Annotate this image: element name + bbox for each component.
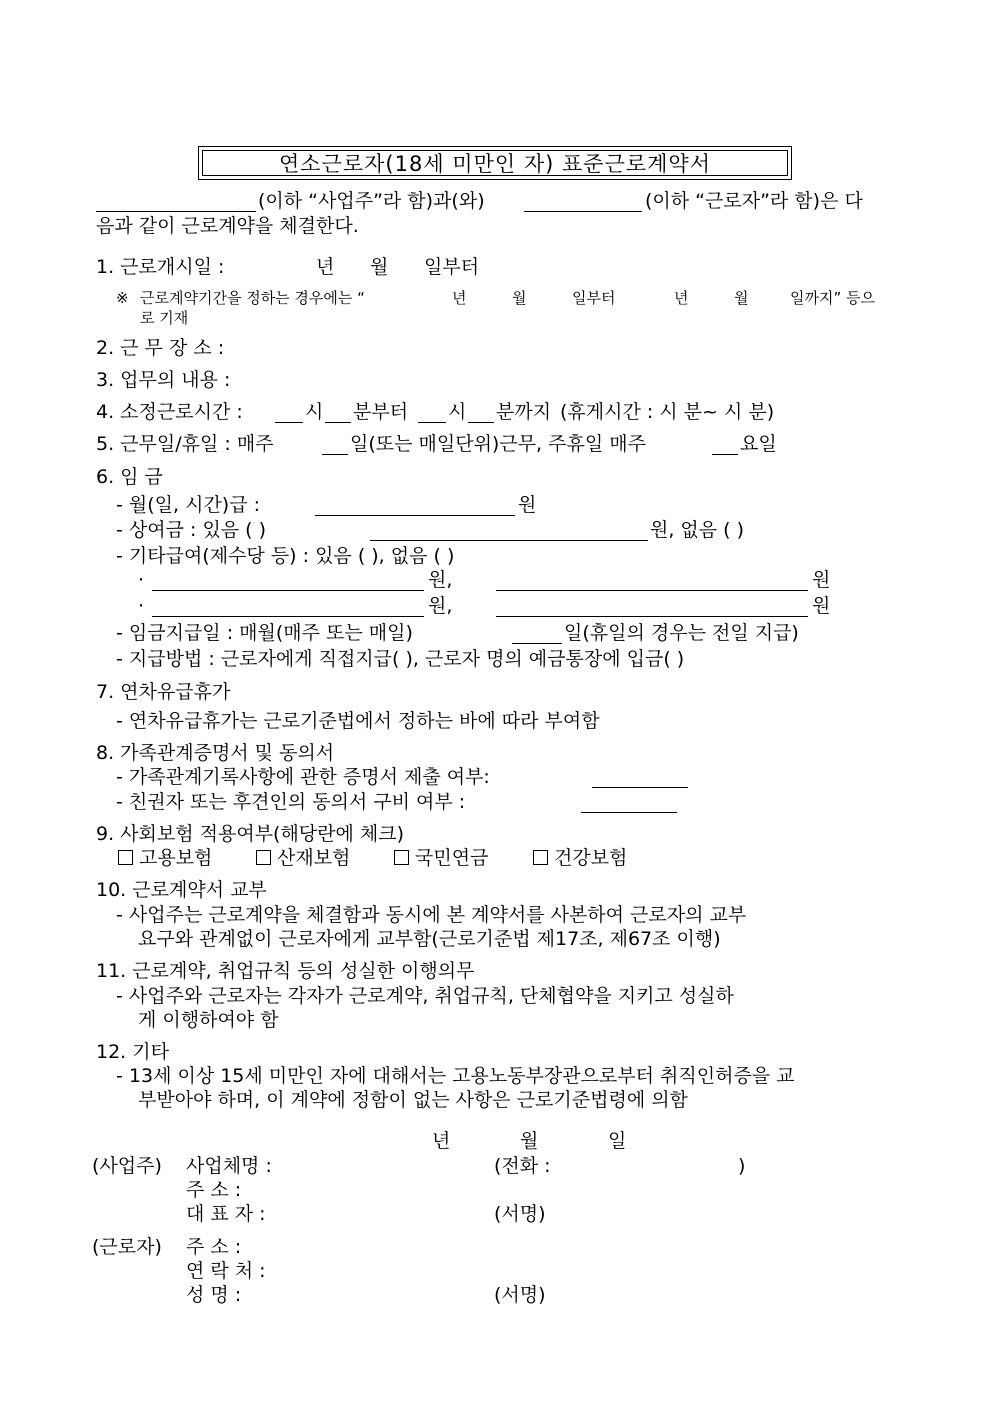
date-day: 일 — [608, 1130, 627, 1152]
s9-option-health[interactable]: 건강보험 — [533, 849, 627, 868]
s4-m1: 분부터 — [353, 401, 409, 423]
s4-label: 4. 소정근로시간 : — [96, 401, 243, 423]
employer-blank[interactable] — [96, 194, 256, 212]
checkbox-icon[interactable] — [533, 850, 548, 865]
worker-role: (근로자) — [92, 1236, 162, 1258]
s5-a: 일(또는 매일단위)근무, 주휴일 매주 — [350, 433, 646, 455]
s6-won1: 원 — [812, 569, 831, 591]
s5-b: 요일 — [740, 433, 777, 455]
s8-blank2[interactable] — [581, 795, 677, 813]
s10-line2: 요구와 관계없이 근로자에게 교부함(근로기준법 제17조, 제67조 이행) — [138, 928, 721, 950]
worker-sign: (서명) — [494, 1284, 546, 1306]
document-title: 연소근로자(18세 미만인 자) 표준근로계약서 — [202, 150, 788, 176]
s6-monthly-won: 원 — [518, 494, 537, 516]
s6-monthly: - 월(일, 시간)급 : — [116, 494, 261, 516]
checkbox-icon[interactable] — [256, 850, 271, 865]
s6-other-blank2a[interactable] — [152, 599, 424, 617]
s8-blank1[interactable] — [592, 770, 688, 788]
note-d2: 일까지” 등으 — [790, 289, 875, 307]
s11-label: 11. 근로계약, 취업규칙 등의 성실한 이행의무 — [96, 960, 475, 982]
note-line2: 로 기재 — [140, 309, 189, 327]
worker-addr-label: 주 소 : — [186, 1236, 242, 1258]
employer-sign: (서명) — [494, 1203, 546, 1225]
intro-worker-ref: (이하 “근로자”라 함)은 다 — [645, 190, 863, 212]
note-y2: 년 — [674, 289, 689, 307]
s6-payday-blank[interactable] — [512, 626, 562, 644]
s4-hour2-blank[interactable] — [418, 405, 446, 423]
s11-line1: - 사업주와 근로자는 각자가 근로계약, 취업규칙, 단체협약을 지키고 성실하 — [116, 985, 734, 1007]
s6-other-blank2b[interactable] — [496, 599, 808, 617]
note-m2: 월 — [734, 289, 749, 307]
s6-other-blank1b[interactable] — [496, 573, 808, 591]
note-mark: ※ — [116, 289, 129, 307]
note-m1: 월 — [512, 289, 527, 307]
s4-min1-blank[interactable] — [325, 405, 351, 423]
s3-label: 3. 업무의 내용 : — [96, 369, 231, 391]
s6-bonus-won: 원, 없음 ( ) — [650, 519, 745, 541]
worker-blank[interactable] — [524, 194, 642, 212]
employer-phone-label: (전화 : — [494, 1155, 551, 1177]
s9-option-pension[interactable]: 국민연금 — [394, 849, 488, 868]
date-month: 월 — [520, 1130, 539, 1152]
checkbox-icon[interactable] — [118, 850, 133, 865]
s12-line1: - 13세 이상 15세 미만인 자에 대해서는 고용노동부장관으로부터 취직인허증을 교 — [116, 1065, 795, 1087]
s4-rest: (휴게시간 : 시 분~ 시 분) — [560, 401, 775, 423]
s6-bonus: - 상여금 : 있음 ( ) — [116, 519, 267, 541]
s10-label: 10. 근로계약서 교부 — [96, 879, 267, 901]
checkbox-icon[interactable] — [394, 850, 409, 865]
s1-year: 년 — [316, 256, 335, 278]
employer-phone-close: ) — [738, 1155, 746, 1177]
employer-rep-label: 대 표 자 : — [186, 1203, 266, 1225]
s6-won2: 원 — [812, 595, 831, 617]
s9-label: 9. 사회보험 적용여부(해당란에 체크) — [96, 823, 405, 845]
s1-day: 일부터 — [424, 256, 480, 278]
s11-line2: 게 이행하여야 함 — [138, 1009, 279, 1031]
s6-label: 6. 임 금 — [96, 466, 163, 488]
s6-payday-b: 일(휴일의 경우는 전일 지급) — [564, 622, 799, 644]
s1-label: 1. 근로개시일 : — [96, 256, 225, 278]
s9-option-accident[interactable]: 산재보험 — [256, 849, 350, 868]
s6-dot2: · — [138, 595, 145, 617]
s7-label: 7. 연차유급휴가 — [96, 681, 231, 703]
s6-bonus-blank[interactable] — [370, 523, 648, 541]
intro-employer-ref: (이하 “사업주”라 함)과(와) — [258, 190, 485, 212]
s6-payday-a: - 임금지급일 : 매월(매주 또는 매일) — [116, 622, 413, 644]
s8-label: 8. 가족관계증명서 및 동의서 — [96, 742, 335, 764]
intro-line2: 음과 같이 근로계약을 체결한다. — [96, 215, 359, 237]
s12-line2: 부받아야 하며, 이 계약에 정함이 없는 사항은 근로기준법령에 의함 — [138, 1089, 688, 1111]
worker-name-label: 성 명 : — [186, 1284, 242, 1306]
s10-line1: - 사업주는 근로계약을 체결함과 동시에 본 계약서를 사본하여 근로자의 교부 — [116, 904, 747, 926]
s5-days-blank[interactable] — [322, 437, 348, 455]
employer-name-label: 사업체명 : — [186, 1155, 272, 1177]
s6-dot1: · — [138, 569, 145, 591]
s5-label: 5. 근무일/휴일 : 매주 — [96, 433, 274, 455]
employer-addr-label: 주 소 : — [186, 1179, 242, 1201]
s4-min2-blank[interactable] — [468, 405, 494, 423]
s7-item: - 연차유급휴가는 근로기준법에서 정하는 바에 따라 부여함 — [116, 710, 600, 732]
worker-contact-label: 연 락 처 : — [186, 1260, 266, 1282]
s4-hour1-blank[interactable] — [275, 405, 303, 423]
employer-role: (사업주) — [92, 1155, 162, 1177]
title-box — [198, 146, 792, 180]
s6-other-blank1a[interactable] — [152, 573, 424, 591]
s2-label: 2. 근 무 장 소 : — [96, 337, 225, 359]
s5-weekday-blank[interactable] — [712, 437, 738, 455]
note-text1: 근로계약기간을 정하는 경우에는 “ — [140, 289, 365, 307]
note-d1: 일부터 — [572, 289, 616, 307]
s9-option-employment[interactable]: 고용보험 — [118, 849, 212, 868]
s8-item1: - 가족관계기록사항에 관한 증명서 제출 여부: — [116, 766, 490, 788]
s4-h1: 시 — [305, 401, 324, 423]
note-y1: 년 — [452, 289, 467, 307]
s1-month: 월 — [370, 256, 389, 278]
s6-won-comma2: 원, — [428, 595, 453, 617]
s4-h2: 시 — [448, 401, 467, 423]
date-year: 년 — [432, 1130, 451, 1152]
s4-m2: 분까지 — [496, 401, 552, 423]
s6-won-comma1: 원, — [428, 569, 453, 591]
s6-method: - 지급방법 : 근로자에게 직접지급( ), 근로자 명의 예금통장에 입금( ) — [116, 648, 685, 670]
s8-item2: - 친권자 또는 후견인의 동의서 구비 여부 : — [116, 791, 466, 813]
s12-label: 12. 기타 — [96, 1041, 169, 1063]
s6-other: - 기타급여(제수당 등) : 있음 ( ), 없음 ( ) — [116, 545, 455, 567]
s6-monthly-blank[interactable] — [315, 498, 515, 516]
